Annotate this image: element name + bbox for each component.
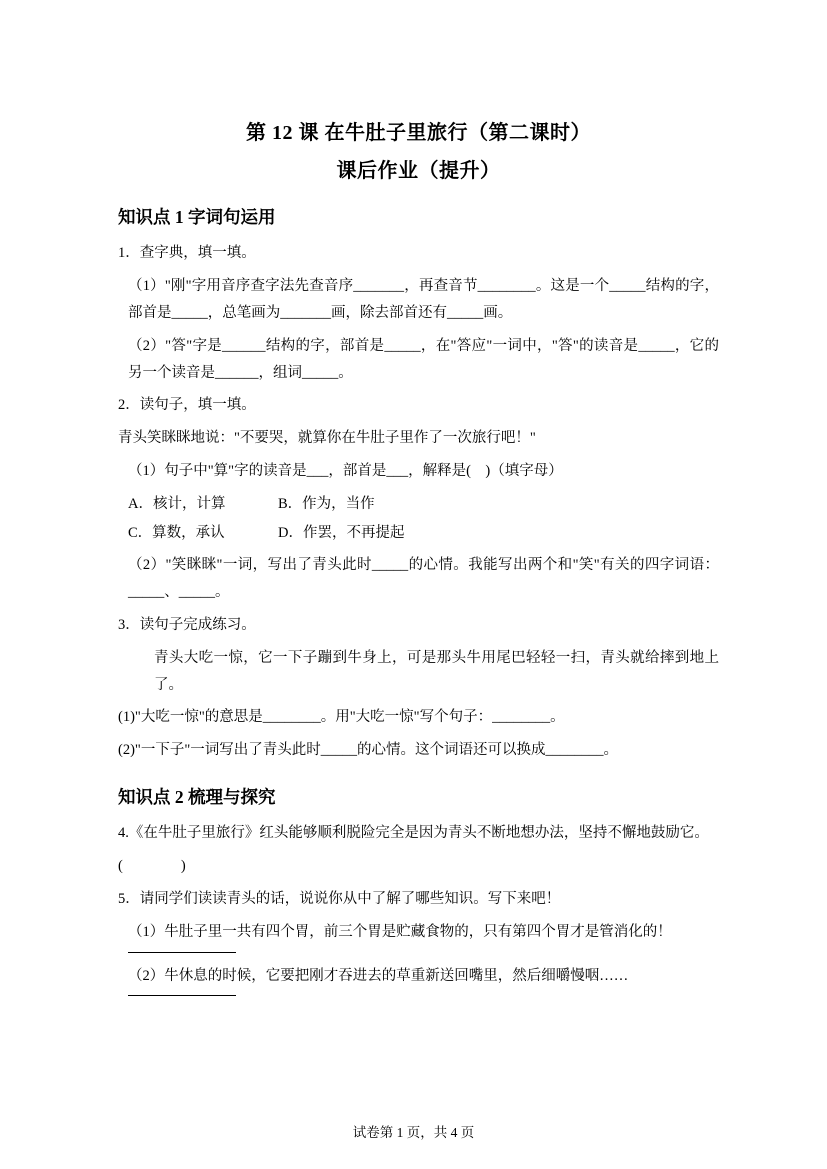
- page-title-line2: 课后作业（提升）: [336, 160, 501, 182]
- option-c: C．算数，承认: [128, 524, 225, 541]
- answer-line-2[interactable]: [128, 995, 236, 996]
- question-2-options-row-1: [118, 491, 719, 518]
- question-2-part-1: （1）句子中"算"字的读音是___，部首是___，解释是( )（填字母）: [128, 462, 563, 479]
- section-heading-2: 知识点 2 梳理与探究: [118, 787, 276, 808]
- question-2-part-2: （2）"笑眯眯"一词，写出了青头此时_____的心情。我能写出两个和"笑"有关的四字词语：_____、_____。: [128, 557, 719, 601]
- option-d: D．作罢，不再提起: [278, 524, 405, 541]
- question-5-part-1: （1）牛肚子里一共有四个胃，前三个胃是贮藏食物的，只有第四个胃才是管消化的！: [128, 923, 672, 940]
- question-3-quote: 青头大吃一惊，它一下子蹦到牛身上，可是那头牛用尾巴轻轻一扫，青头就给摔到地上了。: [154, 649, 719, 693]
- answer-line-1[interactable]: [128, 952, 236, 953]
- question-3-part-1: (1)"大吃一惊"的意思是________。用"大吃一惊"写个句子：________。: [118, 709, 565, 726]
- option-b: B．作为，当作: [278, 495, 375, 512]
- question-4: 4.《在牛肚子里旅行》红头能够顺利脱险完全是因为青头不断地想办法，坚持不懈地鼓励它。: [118, 825, 709, 842]
- page-title-line1: 第 12 课 在牛肚子里旅行（第二课时）: [246, 122, 591, 144]
- question-2-options-row-2: [118, 520, 719, 547]
- question-3: 3．读句子完成练习。: [118, 617, 256, 633]
- question-1-part-1: （1）"刚"字用音序查字法先查音序_______，再查音节________。这是一个_____结构的字，部首是_____，总笔画为_______画，除去部首还有_____画。: [128, 278, 719, 321]
- page-footer: 试卷第 1 页，共 4 页: [352, 1125, 475, 1140]
- section-heading-1: 知识点 1 字词句运用: [118, 207, 276, 227]
- question-1: 1．查字典，填一填。: [118, 245, 256, 262]
- question-1-part-2: （2）"答"字是______结构的字，部首是_____，在"答应"一词中，"答"的读音是_____，它的另一个读音是______，组词_____。: [128, 337, 719, 381]
- question-4-answer-brackets: ( ): [118, 858, 186, 875]
- question-5-part-2: （2）牛休息的时候，它要把刚才吞进去的草重新送回嘴里，然后细嚼慢咽……: [128, 967, 629, 984]
- question-5: 5．请同学们读读青头的话，说说你从中了解了哪些知识。写下来吧！: [118, 890, 561, 907]
- question-2-quote: 青头笑眯眯地说："不要哭，就算你在牛肚子里作了一次旅行吧！": [118, 430, 536, 447]
- question-2: 2．读句子，填一填。: [118, 397, 256, 414]
- question-3-part-2: (2)"一下子"一词写出了青头此时_____的心情。这个词语还可以换成________。: [118, 742, 618, 759]
- option-a: A．核计，计算: [128, 495, 226, 512]
